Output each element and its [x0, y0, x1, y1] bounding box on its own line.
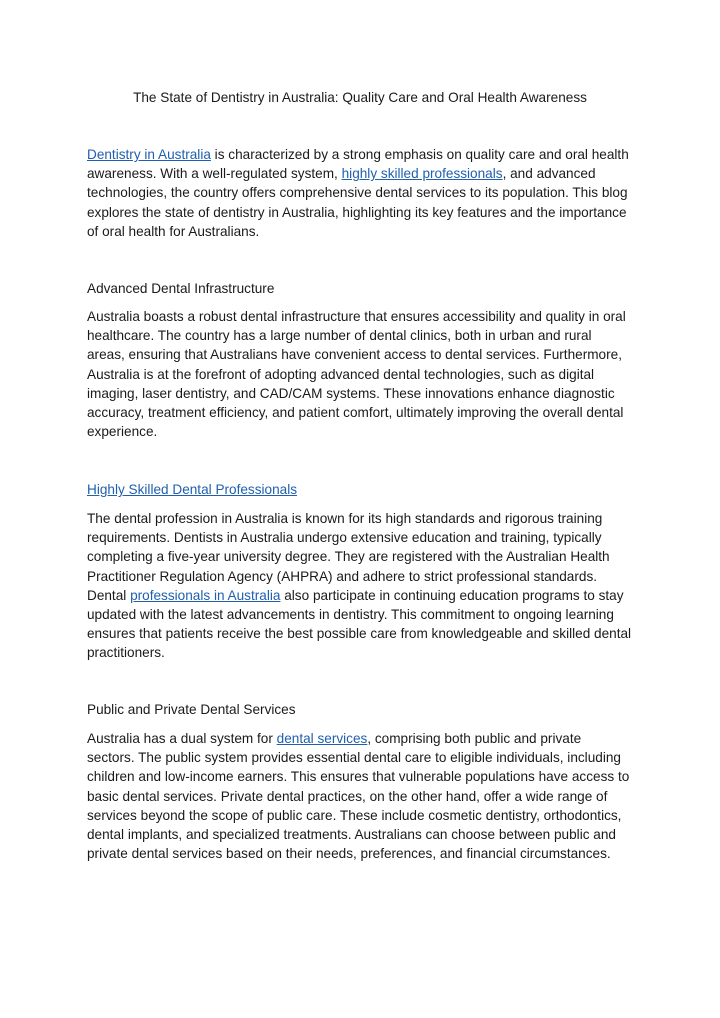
section-body-professionals	[87, 509, 632, 663]
section-body-infrastructure: Australia boasts a robust dental infrastructure that ensures accessibility and quality in oral healthcare. The country has a large number of dental clinics, both in urban and rural areas, ensuring that Australians have convenient access to dental services. Furthermore, Australia is at the forefront of adopting advanced dental technologies, such as digital imaging, laser dentistry, and CAD/CAM systems. These innovations enhance diagnostic accuracy, treatment efficiency, and patient comfort, ultimately improving the overall dental experience.	[87, 309, 626, 440]
services-text-2: , comprising both public and private sectors. The public system provides essential dental care to eligible individuals, including children and low-income earners. This ensures that vulnerable populations have access to basic dental services. Private dental practices, on the other hand, offer a wide range of services beyond the scope of public care. These include cosmetic dentistry, orthodontics, dental implants, and specialized treatments. Australians can choose between public and private dental services based on their needs, preferences, and financial circumstances.	[87, 731, 630, 862]
intro-text-1: is characterized by a strong emphasis on quality care and oral health awareness. With a well-regulated system,	[87, 147, 629, 182]
intro-paragraph	[87, 145, 632, 241]
section-body-services	[87, 729, 632, 863]
link-highly-skilled-professionals[interactable]: highly skilled professionals	[341, 166, 503, 182]
link-dentistry-in-australia[interactable]: Dentistry in Australia	[87, 147, 211, 162]
section-heading-services: Public and Private Dental Services	[87, 702, 296, 717]
professionals-text-2: also participate in continuing education programs to stay updated with the latest advancements in dentistry. This commitment to ongoing learning ensures that patients receive the best possible care from knowledgeable and skilled dental practitioners.	[87, 587, 632, 661]
link-dental-services[interactable]: dental services	[276, 731, 368, 746]
intro-text-2: , and advanced technologies, the country offers comprehensive dental services to its population. This blog explores the state of dentistry in Australia, highlighting its key features and the importance of oral health for Australians.	[87, 166, 628, 239]
section-heading-professionals	[87, 480, 632, 499]
section-heading-infrastructure: Advanced Dental Infrastructure	[87, 281, 275, 296]
link-highly-skilled-dental-professionals[interactable]: Highly Skilled Dental Professionals	[87, 482, 298, 497]
professionals-text-1: The dental profession in Australia is known for its high standards and rigorous training requirements. Dentists in Australia undergo extensive education and training, typically completing a five-year university degree. They are registered with the Australian Health Practitioner Regulation Agency (AHPRA) and adhere to strict professional standards. Dental	[87, 511, 610, 603]
services-text-1: Australia has a dual system for	[87, 731, 277, 746]
document-title: The State of Dentistry in Australia: Quality Care and Oral Health Awareness	[133, 90, 587, 105]
link-professionals-in-australia[interactable]: professionals in Australia	[130, 587, 281, 603]
